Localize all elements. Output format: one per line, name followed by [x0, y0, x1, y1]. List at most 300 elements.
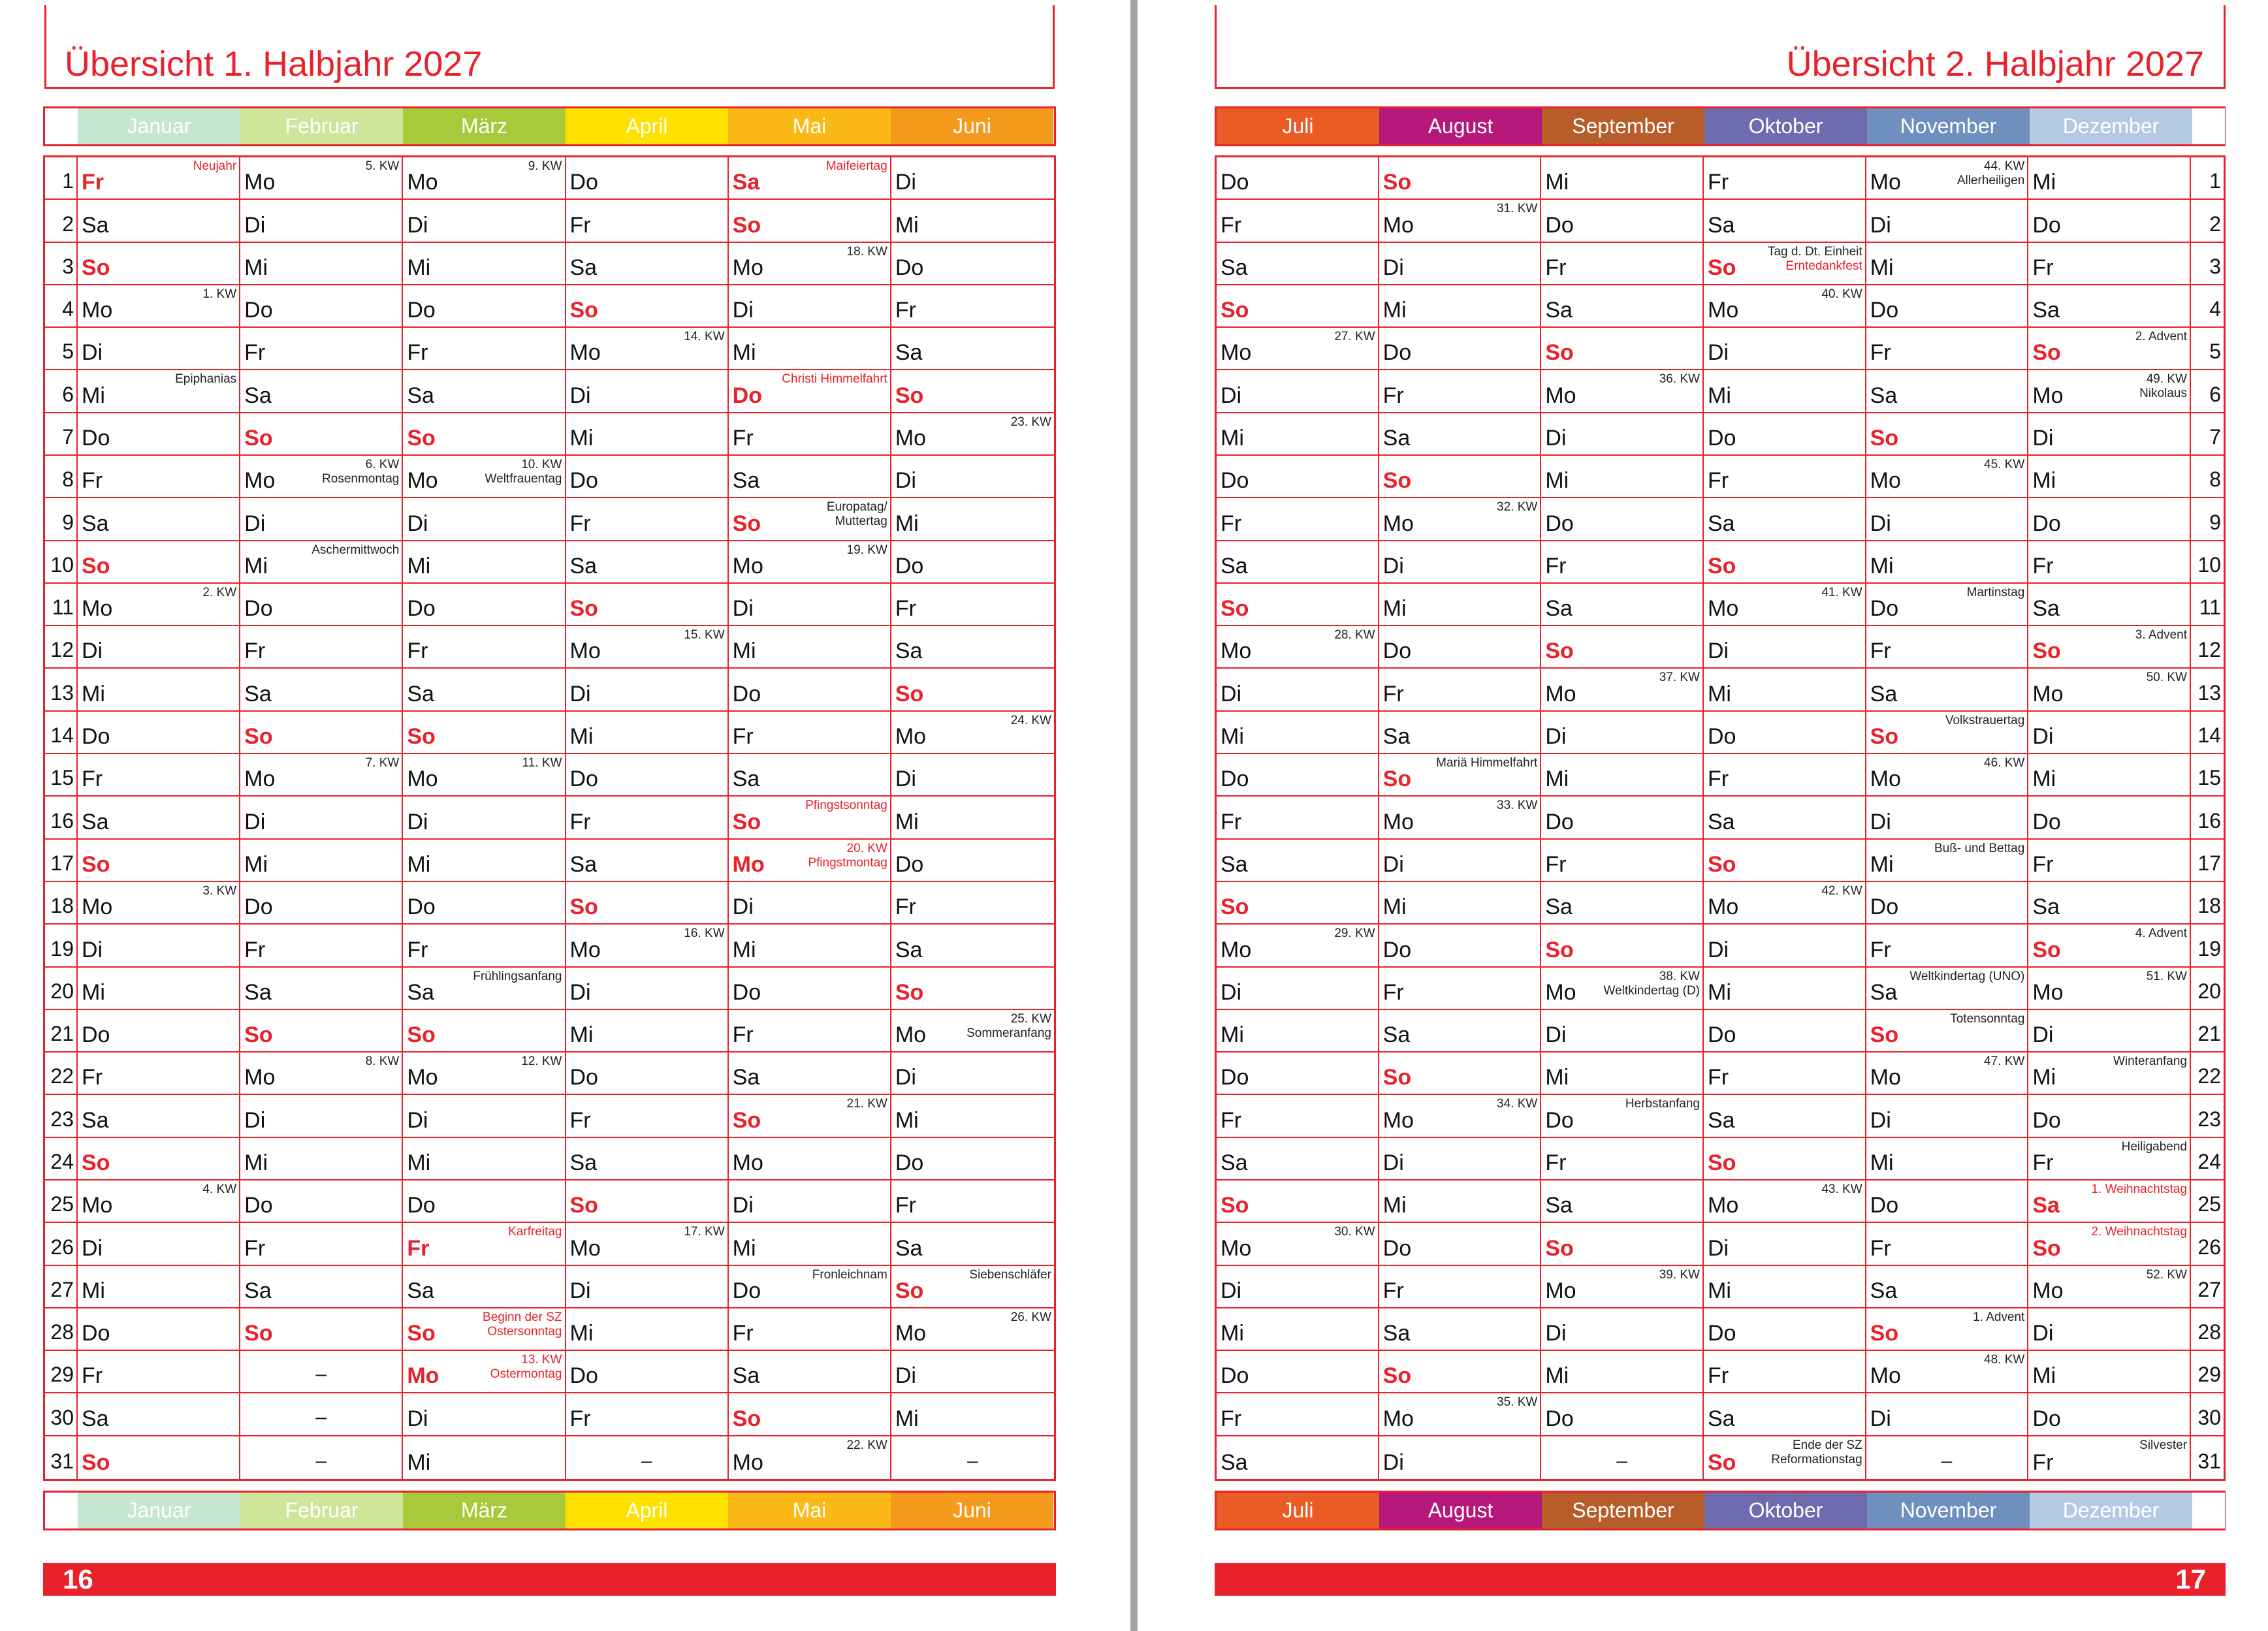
- day-cell: [729, 1180, 891, 1223]
- day-cell: [1379, 584, 1542, 626]
- day-cell: [1704, 243, 1866, 285]
- weekday-label: Mi: [1221, 724, 1244, 750]
- holiday-name: Erntedankfest: [1785, 259, 1862, 273]
- day-number: 15: [50, 766, 74, 790]
- day-cell: [1217, 797, 1379, 839]
- weekday-label: Mi: [2032, 1065, 2056, 1090]
- weekday-label: Do: [2032, 212, 2061, 238]
- weekday-label: Mo: [1221, 639, 1252, 664]
- day-number-cell: [2191, 626, 2224, 669]
- weekday-label: Do: [1382, 340, 1412, 366]
- day-number: 24: [50, 1149, 74, 1173]
- day-cell: [2028, 1393, 2191, 1436]
- day-cell: [403, 370, 566, 413]
- week-number: 1. KW: [202, 287, 237, 301]
- day-cell: [566, 754, 729, 797]
- day-cell: [78, 1053, 240, 1095]
- day-number-cell: [2191, 1053, 2224, 1095]
- holiday-weekday-label: So: [1221, 298, 1249, 323]
- day-cell: [1704, 1308, 1866, 1351]
- day-note: [1011, 714, 1051, 728]
- weekday-label: Sa: [82, 1406, 109, 1431]
- weekday-label: Mi: [1382, 298, 1407, 323]
- weekday-label: Di: [407, 511, 428, 536]
- day-number: 1: [2209, 169, 2221, 193]
- weekday-label: Do: [1545, 1406, 1574, 1431]
- day-cell: [891, 712, 1054, 754]
- day-cell: [1541, 1436, 1704, 1479]
- day-cell: [1541, 370, 1704, 413]
- day-cell: [566, 584, 729, 626]
- weekday-label: Mi: [2032, 170, 2056, 195]
- weekday-label: Di: [1708, 639, 1729, 664]
- month-header-cell: April: [566, 108, 728, 144]
- day-note: [311, 543, 399, 558]
- day-number-cell: [2191, 1223, 2224, 1265]
- day-cell: [1379, 541, 1542, 584]
- holiday-name: Beginn der SZ: [483, 1310, 562, 1324]
- day-cell: [1217, 712, 1379, 754]
- month-header-cell: Februar: [240, 108, 403, 144]
- weekday-label: Do: [1221, 170, 1249, 195]
- page-title: Übersicht 2. Halbjahr 2027: [1786, 44, 2204, 84]
- week-number: 20. KW: [846, 841, 887, 855]
- weekday-label: Fr: [895, 298, 916, 323]
- holiday-weekday-label: So: [1545, 639, 1574, 664]
- weekday-label: Mi: [569, 724, 594, 750]
- holiday-name: Allerheiligen: [1957, 174, 2025, 187]
- day-cell: [1379, 754, 1542, 797]
- title-box: [44, 5, 1055, 89]
- day-number: 13: [50, 680, 74, 705]
- holiday-weekday-label: So: [732, 212, 761, 238]
- day-number-cell: [2191, 1180, 2224, 1223]
- day-cell: [240, 626, 403, 669]
- weekday-label: Do: [82, 426, 110, 451]
- day-number-cell: [2191, 584, 2224, 626]
- day-number: 8: [2209, 467, 2221, 492]
- weekday-label: Mo: [569, 639, 601, 664]
- holiday-name: Neujahr: [193, 159, 237, 173]
- weekday-label: Mi: [1545, 1065, 1569, 1090]
- day-cell: [403, 541, 566, 584]
- day-cell: [1866, 1436, 2029, 1479]
- day-cell: [729, 200, 891, 242]
- day-cell: [240, 925, 403, 967]
- weekday-label: Sa: [244, 979, 272, 1005]
- weekday-label: Mo: [82, 895, 113, 920]
- day-note: [483, 1310, 562, 1339]
- weekday-label: Do: [2032, 511, 2061, 536]
- day-cell: [1379, 797, 1542, 839]
- weekday-label: Mi: [1382, 596, 1407, 622]
- holiday-weekday-label: Mo: [407, 1363, 439, 1389]
- day-cell: [1541, 328, 1704, 370]
- day-note: [1334, 1225, 1375, 1239]
- day-cell: [2028, 1266, 2191, 1308]
- day-number: 30: [2197, 1405, 2221, 1429]
- weekday-label: Fr: [569, 1406, 591, 1431]
- day-number-cell: [2191, 456, 2224, 498]
- weekday-label: Do: [244, 1193, 273, 1218]
- holiday-name: Heiligabend: [2121, 1139, 2187, 1154]
- weekday-label: Di: [407, 1406, 428, 1431]
- weekday-label: Di: [2032, 1321, 2054, 1346]
- day-cell: [403, 712, 566, 754]
- day-number: 21: [2197, 1022, 2221, 1046]
- day-number-cell: [2191, 1351, 2224, 1393]
- day-number: 10: [50, 552, 74, 577]
- holiday-weekday-label: So: [244, 426, 273, 451]
- weekday-label: Di: [407, 809, 428, 834]
- day-number: 16: [2197, 808, 2221, 832]
- month-header-cell: November: [1867, 1493, 2030, 1528]
- day-cell: [1866, 669, 2029, 711]
- weekday-label: Mo: [895, 426, 927, 451]
- day-cell: [891, 1138, 1054, 1180]
- holiday-name: Siebenschläfer: [969, 1267, 1051, 1282]
- weekday-label: Sa: [1545, 1193, 1573, 1218]
- day-number-cell: [2191, 328, 2224, 370]
- day-note: [1436, 756, 1537, 770]
- day-cell: [403, 626, 566, 669]
- weekday-label: Di: [1545, 1321, 1567, 1346]
- day-note: [1011, 1310, 1051, 1325]
- day-note: [1604, 970, 1700, 998]
- weekday-label: Sa: [407, 681, 434, 706]
- header-spacer: [45, 108, 78, 144]
- day-cell: [1866, 840, 2029, 882]
- holiday-name: Aschermittwoch: [311, 543, 400, 557]
- week-number: 27. KW: [1334, 330, 1375, 344]
- day-number: 14: [50, 723, 74, 748]
- header-spacer: [45, 1493, 78, 1528]
- day-note: [1771, 1438, 1862, 1467]
- empty-day-dash: –: [1941, 1449, 1953, 1472]
- day-number-cell: [2191, 200, 2224, 242]
- day-cell: [566, 882, 729, 925]
- day-cell: [1704, 1180, 1866, 1223]
- day-cell: [78, 541, 240, 584]
- day-cell: [78, 754, 240, 797]
- day-cell: [240, 541, 403, 584]
- day-cell: [403, 456, 566, 498]
- week-number: 25. KW: [1010, 1011, 1051, 1026]
- day-number-cell: [45, 1223, 78, 1265]
- holiday-name: Europatag/: [826, 500, 887, 515]
- page-number-bar: [43, 1563, 1056, 1596]
- day-cell: [729, 243, 891, 285]
- week-number: 52. KW: [2146, 1267, 2187, 1282]
- holiday-name: Pfingstsonntag: [805, 799, 887, 813]
- holiday-name: Epiphanias: [175, 372, 237, 387]
- weekday-label: Di: [1870, 809, 1891, 834]
- weekday-label: Sa: [1382, 724, 1411, 750]
- weekday-label: Fr: [1545, 255, 1567, 280]
- day-note: [1334, 926, 1375, 941]
- day-cell: [729, 797, 891, 839]
- day-cell: [1541, 1053, 1704, 1095]
- weekday-label: Di: [1221, 681, 1242, 706]
- holiday-name: Martinstag: [1966, 585, 2025, 599]
- weekday-label: Do: [569, 1363, 598, 1389]
- week-number: 12. KW: [521, 1054, 562, 1069]
- holiday-name: Maifeiertag: [825, 159, 887, 173]
- week-number: 13. KW: [521, 1353, 562, 1367]
- day-number-cell: [2191, 285, 2224, 328]
- day-cell: [1217, 243, 1379, 285]
- weekday-label: Di: [1382, 553, 1404, 578]
- holiday-name: Weltkindertag (D): [1603, 983, 1700, 998]
- weekday-label: Mi: [1708, 681, 1731, 706]
- day-cell: [78, 840, 240, 882]
- day-cell: [2028, 968, 2191, 1010]
- weekday-label: Mo: [895, 1022, 927, 1048]
- weekday-label: Fr: [1382, 383, 1404, 408]
- day-number: 4: [2209, 297, 2221, 321]
- weekday-label: Fr: [1708, 468, 1729, 494]
- weekday-label: Mo: [2032, 383, 2064, 408]
- day-number-cell: [45, 968, 78, 1010]
- weekday-label: Mo: [407, 170, 438, 195]
- weekday-label: Fr: [244, 937, 266, 962]
- day-note: [805, 799, 887, 813]
- holiday-weekday-label: So: [569, 596, 598, 622]
- day-note: [508, 1225, 562, 1239]
- day-cell: [891, 754, 1054, 797]
- day-cell: [1379, 1138, 1542, 1180]
- day-cell: [78, 626, 240, 669]
- day-cell: [1541, 243, 1704, 285]
- day-number-cell: [45, 1351, 78, 1393]
- weekday-label: Fr: [895, 596, 916, 622]
- weekday-label: Fr: [2032, 1449, 2054, 1475]
- day-cell: [1541, 626, 1704, 669]
- day-number-cell: [2191, 1266, 2224, 1308]
- weekday-label: Sa: [1545, 298, 1573, 323]
- month-header-cell: Mai: [728, 108, 891, 144]
- week-number: 3. KW: [202, 883, 237, 898]
- weekday-label: Do: [1545, 1107, 1574, 1133]
- day-cell: [2028, 1351, 2191, 1393]
- day-note: [2113, 1054, 2187, 1069]
- day-cell: [1704, 1010, 1866, 1053]
- weekday-label: Mo: [569, 340, 601, 366]
- week-number: 11. KW: [522, 756, 562, 770]
- day-cell: [240, 584, 403, 626]
- day-number: 30: [50, 1405, 74, 1429]
- weekday-label: Mo: [1382, 809, 1414, 834]
- weekday-label: Do: [569, 767, 598, 792]
- weekday-label: Mo: [1870, 468, 1901, 494]
- weekday-label: Mo: [1382, 212, 1414, 238]
- day-cell: [240, 328, 403, 370]
- day-cell: [891, 285, 1054, 328]
- holiday-weekday-label: So: [244, 724, 273, 750]
- day-number: 15: [2197, 766, 2221, 790]
- day-cell: [891, 370, 1054, 413]
- day-cell: [78, 584, 240, 626]
- holiday-weekday-label: Fr: [407, 1235, 430, 1261]
- day-number: 7: [62, 425, 74, 449]
- day-note: [2147, 1268, 2187, 1282]
- weekday-label: Do: [1708, 1022, 1736, 1048]
- day-cell: [1379, 328, 1542, 370]
- weekday-label: Do: [569, 468, 598, 494]
- day-cell: [1541, 840, 1704, 882]
- weekday-label: Mo: [244, 170, 276, 195]
- day-number: 19: [50, 936, 74, 960]
- day-cell: [729, 328, 891, 370]
- month-header-cell: Dezember: [2030, 108, 2192, 144]
- month-header-cell: Oktober: [1704, 108, 1867, 144]
- day-cell: [1541, 200, 1704, 242]
- weekday-label: Di: [569, 383, 591, 408]
- day-cell: [78, 370, 240, 413]
- day-number: 24: [2197, 1149, 2221, 1173]
- day-number-cell: [2191, 413, 2224, 456]
- day-cell: [2028, 370, 2191, 413]
- day-note: [1659, 372, 1700, 387]
- week-number: 7. KW: [365, 756, 400, 770]
- day-cell: [1866, 626, 2029, 669]
- holiday-name: Weltfrauentag: [485, 472, 562, 486]
- weekday-label: Sa: [407, 979, 434, 1005]
- weekday-label: Sa: [1221, 851, 1248, 877]
- day-cell: [891, 1351, 1054, 1393]
- day-number-cell: [45, 456, 78, 498]
- day-note: [1967, 586, 2025, 600]
- day-note: [366, 159, 400, 174]
- weekday-label: Di: [1708, 1235, 1729, 1261]
- day-cell: [240, 1436, 403, 1479]
- day-cell: [891, 584, 1054, 626]
- day-number-cell: [45, 840, 78, 882]
- holiday-weekday-label: So: [732, 1107, 761, 1133]
- holiday-name: Winteranfang: [2113, 1054, 2187, 1069]
- weekday-label: Mo: [732, 1449, 763, 1475]
- day-cell: [2028, 456, 2191, 498]
- day-cell: [240, 1095, 403, 1137]
- holiday-name: Ostermontag: [490, 1367, 562, 1382]
- weekday-label: Fr: [407, 340, 428, 366]
- holiday-weekday-label: So: [895, 1278, 924, 1303]
- week-number: 45. KW: [1984, 458, 2025, 472]
- week-number: 5. KW: [365, 159, 400, 173]
- holiday-weekday-label: So: [82, 1150, 110, 1175]
- day-number: 12: [50, 638, 74, 662]
- weekday-label: Mo: [82, 298, 113, 323]
- holiday-weekday-label: So: [407, 426, 436, 451]
- day-cell: [403, 1351, 566, 1393]
- weekday-label: Sa: [1221, 1150, 1248, 1175]
- weekday-label: Di: [244, 212, 266, 238]
- weekday-label: Sa: [82, 809, 109, 834]
- right-page: [1138, 0, 2268, 1631]
- weekday-label: Sa: [1382, 1321, 1411, 1346]
- weekday-label: Mi: [407, 851, 431, 877]
- week-number: 26. KW: [1010, 1310, 1051, 1324]
- weekday-label: Sa: [82, 212, 109, 238]
- weekday-label: Fr: [2032, 255, 2054, 280]
- week-number: 42. KW: [1821, 883, 1862, 898]
- day-cell: [1217, 754, 1379, 797]
- weekday-label: Di: [895, 170, 916, 195]
- day-cell: [1541, 456, 1704, 498]
- weekday-label: Do: [407, 298, 436, 323]
- holiday-name: Sommeranfang: [966, 1026, 1051, 1040]
- day-note: [1984, 1054, 2024, 1069]
- day-number-cell: [2191, 243, 2224, 285]
- day-cell: [1217, 157, 1379, 200]
- weekday-label: Fr: [1870, 639, 1891, 664]
- day-note: [847, 1438, 887, 1453]
- day-cell: [1379, 498, 1542, 541]
- day-number-cell: [2191, 1436, 2224, 1479]
- day-cell: [729, 754, 891, 797]
- month-header-cell: September: [1542, 1493, 1704, 1528]
- day-cell: [891, 1308, 1054, 1351]
- holiday-name: Karfreitag: [508, 1225, 562, 1239]
- holiday-name: Volkstrauertag: [1945, 713, 2025, 727]
- day-cell: [240, 200, 403, 242]
- holiday-name: Ende der SZ: [1792, 1438, 1862, 1452]
- day-number-cell: [2191, 157, 2224, 200]
- day-cell: [78, 1180, 240, 1223]
- weekday-label: Mi: [244, 553, 268, 578]
- weekday-label: Mi: [1870, 1150, 1894, 1175]
- empty-day-dash: –: [967, 1449, 978, 1472]
- weekday-label: Sa: [407, 1278, 434, 1303]
- weekday-label: Do: [2032, 809, 2061, 834]
- weekday-label: Fr: [1708, 767, 1729, 792]
- week-number: 16. KW: [684, 926, 725, 941]
- day-note: [847, 1097, 887, 1111]
- day-number: 23: [50, 1107, 74, 1131]
- weekday-label: Fr: [244, 340, 266, 366]
- weekday-label: Mi: [82, 383, 105, 408]
- weekday-label: Mi: [732, 937, 756, 962]
- day-cell: [403, 584, 566, 626]
- day-cell: [240, 243, 403, 285]
- day-cell: [1866, 370, 2029, 413]
- day-cell: [2028, 1180, 2191, 1223]
- day-cell: [891, 882, 1054, 925]
- weekday-label: Fr: [1221, 1107, 1242, 1133]
- weekday-label: Di: [82, 639, 103, 664]
- day-number-cell: [45, 1180, 78, 1223]
- day-note: [1909, 970, 2024, 984]
- day-cell: [240, 1138, 403, 1180]
- month-header-cell: Januar: [78, 1493, 240, 1528]
- day-note: [1497, 799, 1537, 813]
- day-cell: [403, 1308, 566, 1351]
- holiday-weekday-label: Sa: [732, 170, 760, 195]
- weekday-label: Do: [2032, 1406, 2061, 1431]
- day-cell: [1217, 1180, 1379, 1223]
- weekday-label: Sa: [1870, 979, 1898, 1005]
- day-number-cell: [2191, 754, 2224, 797]
- weekday-label: Di: [895, 1065, 916, 1090]
- day-cell: [78, 1436, 240, 1479]
- day-cell: [729, 584, 891, 626]
- day-number-cell: [2191, 925, 2224, 967]
- day-cell: [1704, 968, 1866, 1010]
- weekday-label: Sa: [407, 383, 434, 408]
- month-header-cell: Februar: [240, 1493, 403, 1528]
- holiday-weekday-label: So: [569, 895, 598, 920]
- calendar-grid: [1215, 155, 2226, 1481]
